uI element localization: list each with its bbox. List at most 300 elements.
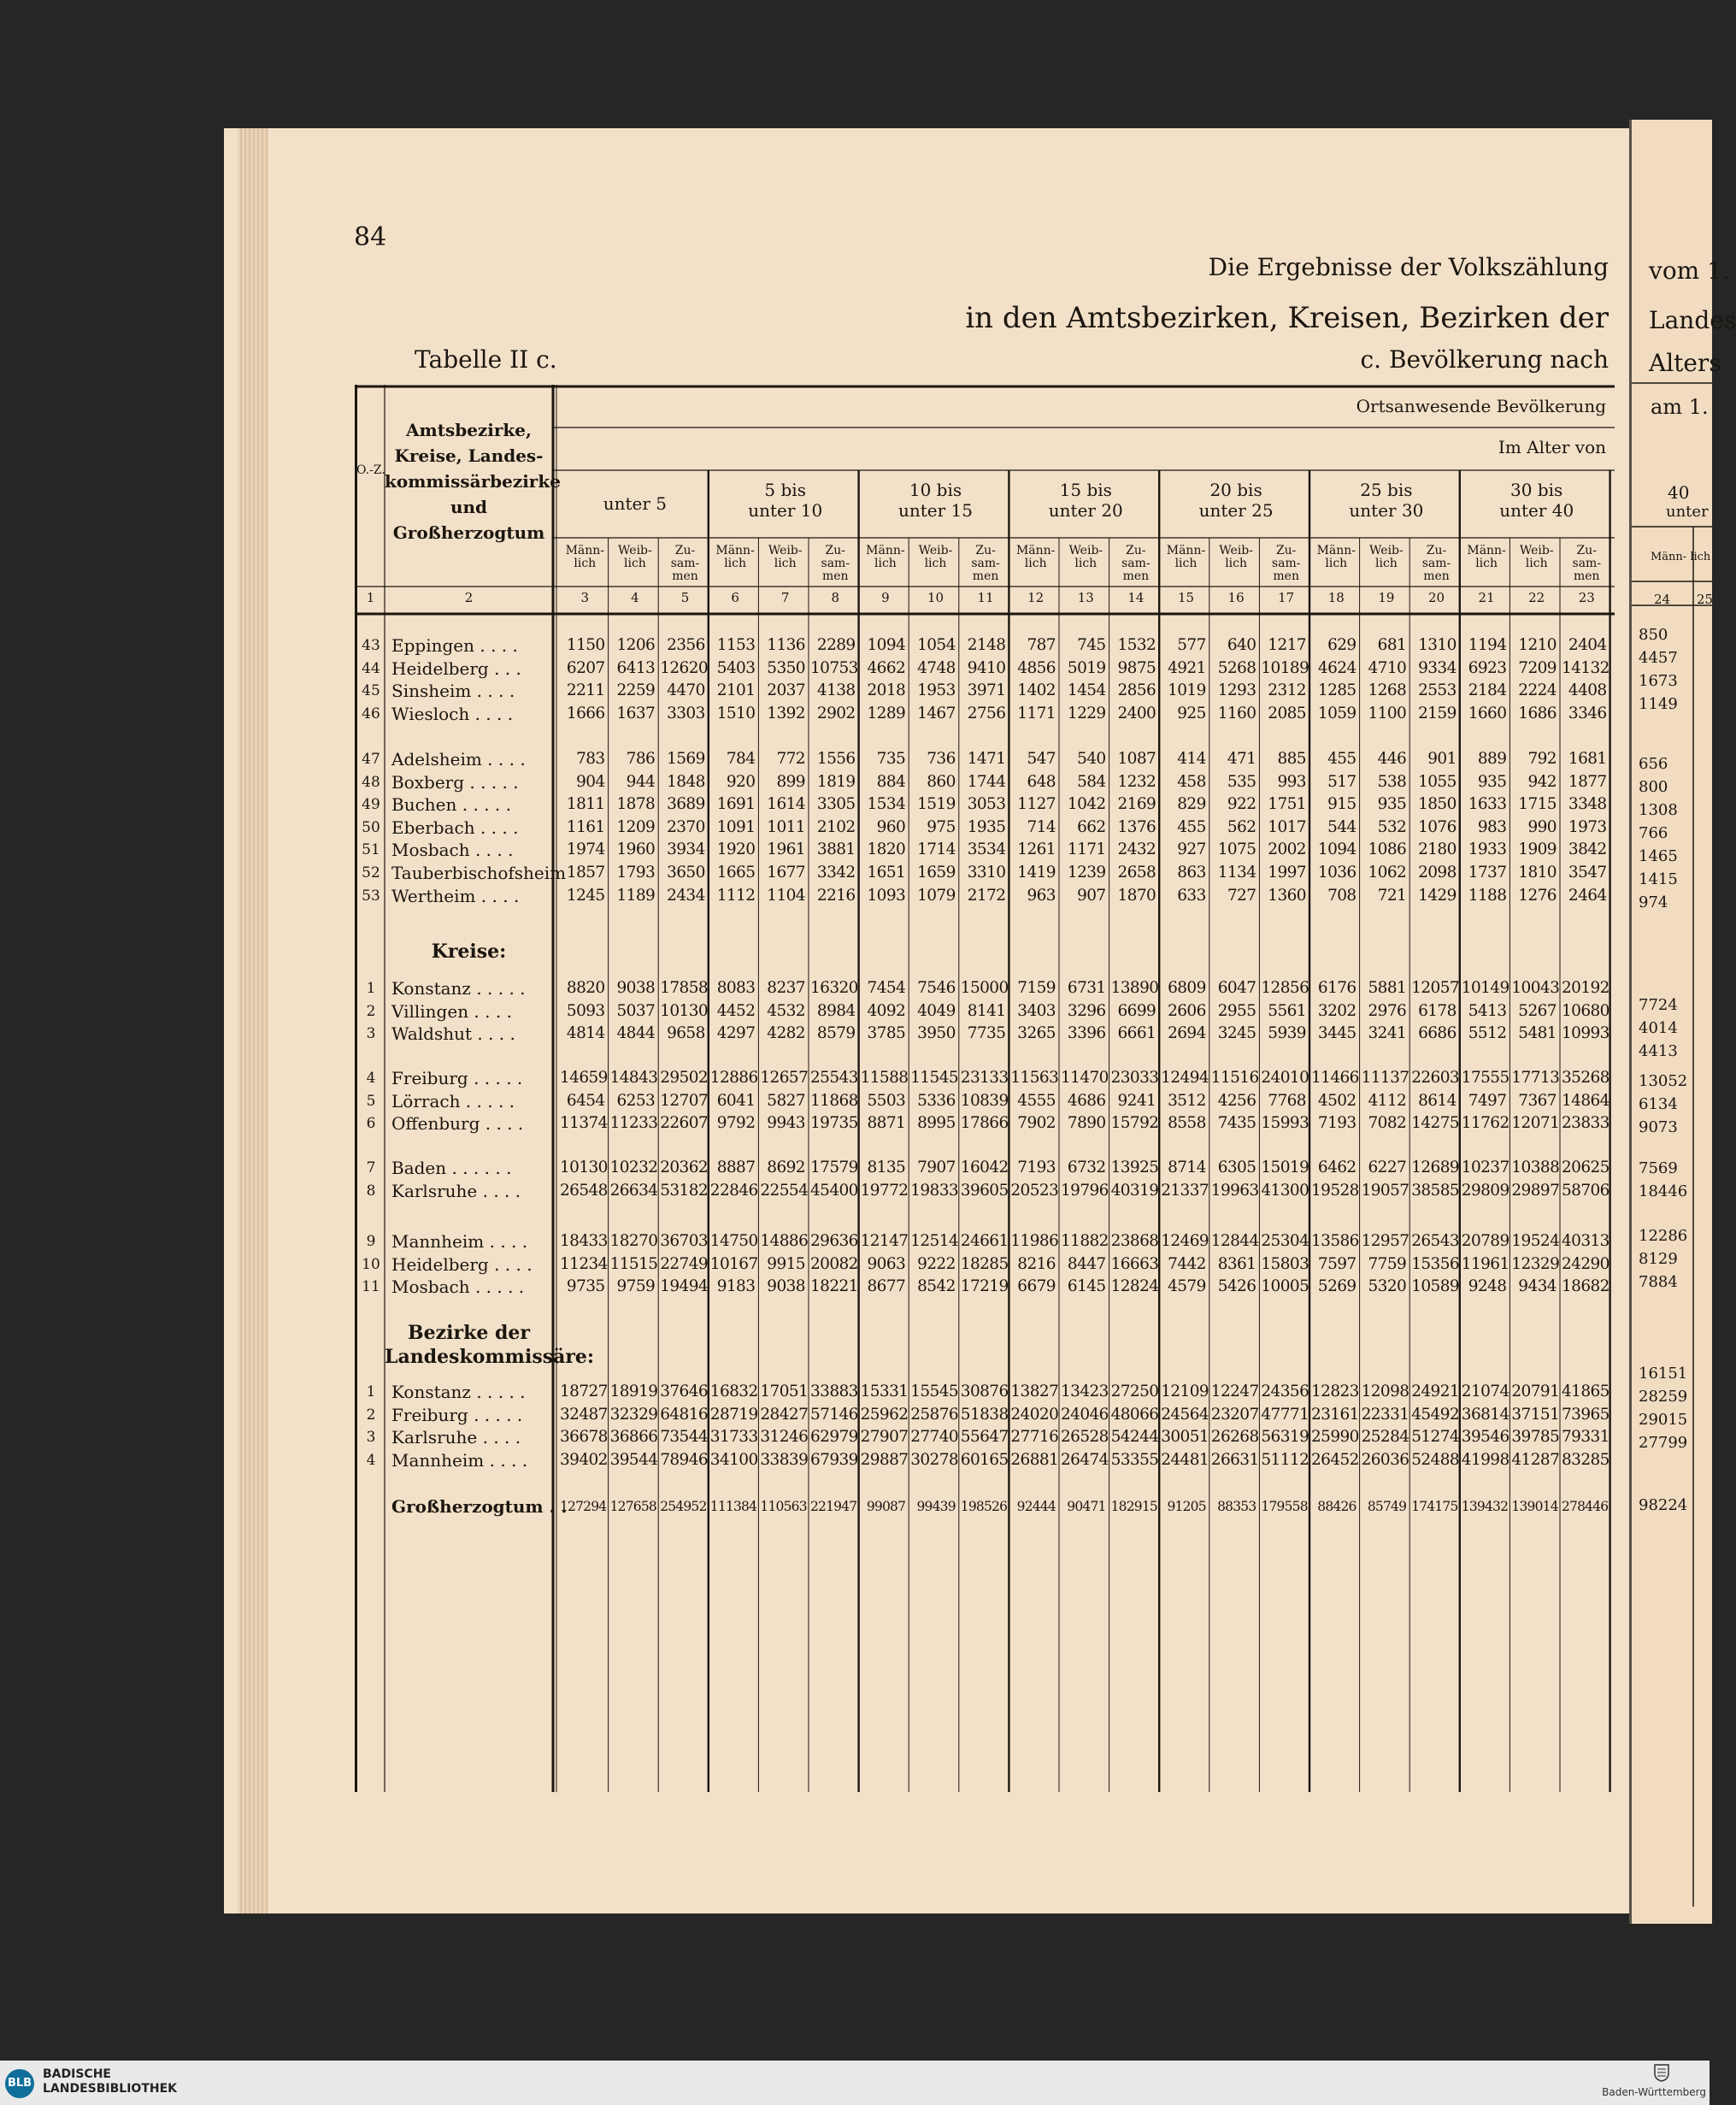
data-cell: 9334 — [1418, 658, 1456, 677]
facing-line3-fragment: Alters — [1649, 349, 1721, 377]
data-cell: 67939 — [810, 1450, 858, 1469]
data-cell: 11563 — [1010, 1069, 1059, 1087]
row-name: Karlsruhe . . . . — [391, 1180, 521, 1201]
data-cell: 562 — [1227, 817, 1256, 836]
data-cell: 6413 — [616, 658, 656, 677]
header-region-line: Großherzogtum — [392, 522, 545, 543]
data-cell: 662 — [1077, 817, 1106, 836]
data-cell: 15545 — [910, 1383, 959, 1400]
data-cell: 455 — [1327, 750, 1356, 768]
section-bezirke: Bezirke der — [408, 1322, 530, 1344]
data-cell: 1206 — [616, 636, 656, 654]
data-cell: 12689 — [1411, 1159, 1460, 1176]
data-cell: 681 — [1377, 636, 1407, 654]
data-cell: 5939 — [1268, 1024, 1306, 1043]
data-cell: 1810 — [1518, 864, 1557, 882]
data-cell: 25304 — [1261, 1232, 1309, 1250]
data-cell-total: 127294 — [560, 1499, 607, 1514]
header-age-group: unter 15 — [897, 500, 973, 521]
data-cell: 4814 — [566, 1024, 605, 1043]
data-cell: 9038 — [767, 1277, 805, 1296]
data-cell: 1974 — [566, 840, 605, 859]
data-cell: 24661 — [960, 1232, 1009, 1250]
header-sub: Männ- — [1316, 544, 1356, 557]
section-bezirke: Landeskommissäre: — [385, 1346, 595, 1368]
data-cell: 1820 — [867, 840, 906, 859]
row-name: Sinsheim . . . . — [391, 681, 515, 702]
data-cell: 26631 — [1210, 1450, 1259, 1469]
column-number: 21 — [1478, 590, 1495, 605]
data-cell: 786 — [626, 750, 656, 768]
data-cell: 6462 — [1317, 1159, 1356, 1176]
data-cell: 904 — [576, 772, 605, 791]
data-cell: 10388 — [1511, 1159, 1560, 1176]
data-cell: 9248 — [1468, 1277, 1507, 1296]
data-cell: 20791 — [1511, 1383, 1560, 1400]
data-cell: 15356 — [1411, 1254, 1460, 1273]
data-cell: 48066 — [1110, 1405, 1159, 1424]
data-cell: 1094 — [1317, 840, 1356, 859]
header-ortsanwesende: Ortsanwesende Bevölkerung — [1356, 396, 1606, 416]
data-cell: 19494 — [660, 1277, 709, 1296]
data-cell: 54244 — [1110, 1428, 1159, 1447]
header-sub: men — [1423, 569, 1450, 583]
data-cell: 10237 — [1461, 1159, 1509, 1176]
data-cell-total: 111384 — [709, 1499, 757, 1514]
data-cell: 12657 — [760, 1069, 809, 1087]
data-cell: 4555 — [1017, 1091, 1056, 1110]
data-cell: 2756 — [967, 704, 1006, 722]
header-sub: Weib- — [1519, 544, 1554, 557]
data-cell: 10589 — [1411, 1277, 1460, 1296]
data-cell: 1087 — [1117, 750, 1156, 768]
data-cell: 2434 — [667, 886, 705, 905]
data-cell: 14750 — [709, 1232, 758, 1250]
data-cell: 535 — [1227, 772, 1256, 791]
data-cell: 47771 — [1261, 1405, 1309, 1424]
data-cell: 12147 — [860, 1232, 909, 1250]
data-cell: 5827 — [767, 1091, 805, 1110]
data-cell: 8237 — [767, 979, 805, 997]
data-cell: 19524 — [1511, 1232, 1560, 1250]
data-cell: 942 — [1527, 772, 1557, 791]
data-cell: 517 — [1327, 772, 1356, 791]
row-index: 4 — [366, 1070, 376, 1087]
data-cell: 5413 — [1468, 1001, 1507, 1020]
data-cell: 19735 — [810, 1114, 858, 1133]
data-cell: 1471 — [967, 750, 1006, 768]
data-cell: 2211 — [566, 681, 605, 700]
data-cell: 12071 — [1511, 1114, 1560, 1133]
data-cell: 6207 — [566, 658, 605, 677]
data-cell: 36678 — [560, 1428, 608, 1447]
data-cell: 26543 — [1411, 1232, 1460, 1250]
row-total-name: Großherzogtum . . — [391, 1496, 568, 1517]
header-age-group: 20 bis — [1209, 480, 1262, 500]
data-cell-total: 88426 — [1317, 1499, 1356, 1514]
data-cell: 1877 — [1568, 772, 1607, 791]
header-age-group: 30 bis — [1510, 480, 1563, 500]
data-cell: 1909 — [1518, 840, 1557, 859]
data-cell: 1715 — [1518, 795, 1557, 814]
data-cell: 22846 — [709, 1181, 758, 1200]
data-cell: 1289 — [867, 704, 906, 722]
data-cell: 1293 — [1217, 681, 1256, 700]
data-cell: 863 — [1177, 864, 1206, 882]
column-number: 7 — [780, 590, 790, 605]
header-sub: Zu- — [1275, 544, 1297, 557]
data-cell: 79331 — [1562, 1428, 1609, 1447]
header-sub: sam- — [1421, 557, 1451, 570]
data-cell: 11516 — [1210, 1069, 1259, 1087]
data-cell: 78946 — [660, 1450, 709, 1469]
column-number: 18 — [1327, 590, 1345, 605]
data-cell: 1134 — [1217, 864, 1256, 882]
data-cell: 5881 — [1368, 979, 1407, 997]
data-cell: 5403 — [716, 658, 756, 677]
data-cell: 4579 — [1168, 1277, 1206, 1296]
data-cell: 6454 — [566, 1091, 605, 1110]
data-cell: 23133 — [960, 1069, 1009, 1087]
data-cell: 26634 — [609, 1181, 658, 1200]
row-index: 4 — [366, 1451, 376, 1469]
data-cell: 12886 — [709, 1069, 758, 1087]
data-cell: 899 — [776, 772, 805, 791]
data-cell: 5503 — [867, 1091, 906, 1110]
data-cell: 1062 — [1368, 864, 1407, 882]
facing-sub-fragment2: unter — [1666, 503, 1709, 521]
header-sub: lich — [1475, 557, 1498, 570]
data-cell: 1075 — [1217, 840, 1256, 859]
header-sub: men — [1122, 569, 1150, 583]
data-cell: 5320 — [1368, 1277, 1407, 1296]
row-name: Freiburg . . . . . — [391, 1068, 523, 1088]
data-cell: 5268 — [1217, 658, 1256, 677]
data-cell: 22607 — [660, 1114, 709, 1133]
data-cell: 41300 — [1261, 1181, 1309, 1200]
data-cell: 5426 — [1217, 1277, 1256, 1296]
row-name: Mannheim . . . . — [391, 1449, 528, 1471]
data-cell: 4092 — [867, 1001, 906, 1020]
data-cell: 25543 — [810, 1069, 858, 1087]
data-cell: 3971 — [967, 681, 1006, 700]
library-logo[interactable]: BLB — [5, 2069, 34, 2098]
data-cell: 32329 — [609, 1405, 658, 1424]
row-index: 10 — [362, 1255, 380, 1273]
data-cell-total: 91205 — [1167, 1499, 1206, 1514]
facing-data-cell: 12286 — [1639, 1227, 1688, 1245]
data-cell: 8447 — [1067, 1254, 1106, 1273]
data-cell: 7597 — [1317, 1254, 1356, 1273]
facing-data-cell: 4457 — [1639, 649, 1678, 667]
data-cell: 40319 — [1110, 1181, 1159, 1200]
data-cell: 11882 — [1061, 1232, 1109, 1250]
data-cell: 1429 — [1418, 886, 1456, 905]
data-cell: 458 — [1177, 772, 1206, 791]
data-cell: 736 — [927, 750, 956, 768]
data-cell: 3348 — [1568, 795, 1607, 814]
data-cell: 3342 — [816, 864, 856, 882]
data-cell-total: 221947 — [810, 1499, 857, 1514]
data-cell: 11545 — [910, 1069, 959, 1087]
header-sub: men — [822, 569, 849, 583]
data-cell: 5336 — [917, 1091, 956, 1110]
data-cell: 1091 — [716, 817, 756, 836]
data-cell: 4921 — [1168, 658, 1206, 677]
row-name: Villingen . . . . — [391, 1000, 512, 1022]
data-cell: 1136 — [767, 636, 805, 654]
library-name[interactable] — [43, 2067, 177, 2096]
facing-data-cell: 16151 — [1639, 1365, 1688, 1383]
data-cell: 14843 — [609, 1069, 658, 1087]
data-cell: 1161 — [566, 817, 605, 836]
header-region-line: kommissärbezirke — [385, 471, 561, 492]
data-cell: 24564 — [1161, 1405, 1209, 1424]
data-cell: 36703 — [660, 1232, 709, 1250]
facing-data-cell: 656 — [1639, 755, 1668, 773]
header-sub: lich — [1074, 557, 1098, 570]
data-cell: 3689 — [667, 795, 705, 814]
data-cell: 8542 — [917, 1277, 956, 1296]
header-oz: O.-Z. — [356, 463, 385, 477]
facing-data-cell: 766 — [1639, 824, 1668, 842]
data-cell: 7497 — [1468, 1091, 1507, 1110]
table-label: Tabelle II c. — [415, 345, 557, 374]
row-index: 5 — [366, 1092, 376, 1110]
data-cell: 3396 — [1067, 1024, 1106, 1043]
data-cell: 884 — [876, 772, 906, 791]
data-cell: 21337 — [1161, 1181, 1209, 1200]
header-sub: Zu- — [1576, 544, 1598, 557]
data-cell: 1532 — [1117, 636, 1156, 654]
header-age-group: unter 20 — [1048, 500, 1123, 521]
data-cell: 10130 — [660, 1001, 709, 1020]
data-cell-total: 179558 — [1261, 1499, 1308, 1514]
data-cell: 1569 — [667, 750, 705, 768]
title-line-1: Die Ergebnisse der Volkszählung — [1208, 253, 1609, 281]
data-cell: 51274 — [1411, 1428, 1460, 1447]
data-cell: 1276 — [1518, 886, 1557, 905]
column-number: 8 — [831, 590, 840, 605]
data-cell: 12823 — [1311, 1383, 1359, 1400]
data-cell: 4452 — [716, 1001, 756, 1020]
data-cell: 11762 — [1461, 1114, 1509, 1133]
data-cell: 6923 — [1468, 658, 1507, 677]
header-region-line: Amtsbezirke, — [406, 420, 532, 440]
data-cell: 640 — [1227, 636, 1256, 654]
data-cell-total: 254952 — [660, 1499, 707, 1514]
data-cell: 1686 — [1518, 704, 1557, 722]
facing-data-cell: 1673 — [1639, 672, 1678, 690]
data-cell: 1094 — [867, 636, 906, 654]
data-cell: 18433 — [560, 1232, 608, 1250]
data-cell: 446 — [1377, 750, 1407, 768]
data-cell: 1737 — [1468, 864, 1507, 882]
data-cell: 960 — [876, 817, 906, 836]
data-cell-total: 85749 — [1367, 1499, 1407, 1514]
data-cell: 455 — [1177, 817, 1206, 836]
data-cell: 1510 — [716, 704, 756, 722]
data-cell: 2658 — [1117, 864, 1156, 882]
data-cell: 5267 — [1518, 1001, 1557, 1020]
data-cell: 25284 — [1361, 1428, 1409, 1447]
header-sub: men — [672, 569, 698, 583]
facing-data-cell: 7884 — [1639, 1273, 1678, 1291]
row-index: 51 — [362, 841, 380, 859]
data-cell: 2464 — [1568, 886, 1607, 905]
data-cell: 45400 — [810, 1181, 858, 1200]
data-cell: 2224 — [1518, 681, 1557, 700]
data-cell: 6699 — [1117, 1001, 1156, 1020]
data-cell: 11374 — [560, 1114, 608, 1133]
data-cell: 944 — [626, 772, 656, 791]
data-cell: 1392 — [767, 704, 805, 722]
data-cell: 7546 — [917, 979, 956, 997]
row-index: 46 — [362, 705, 380, 722]
data-cell: 32487 — [560, 1405, 608, 1424]
data-cell: 727 — [1227, 886, 1256, 905]
facing-data-cell: 4413 — [1639, 1042, 1678, 1060]
data-cell: 2289 — [816, 636, 856, 654]
header-age-group: unter 30 — [1349, 500, 1424, 521]
partner-label: Baden-Württemberg — [1602, 2086, 1706, 2098]
data-cell: 9943 — [767, 1114, 805, 1133]
data-cell: 29887 — [860, 1450, 909, 1469]
row-index: 44 — [362, 659, 380, 677]
data-cell: 3303 — [667, 704, 705, 722]
data-cell: 1751 — [1268, 795, 1306, 814]
data-cell: 8579 — [816, 1024, 856, 1043]
data-cell: 2259 — [616, 681, 656, 700]
data-cell: 1933 — [1468, 840, 1507, 859]
data-cell: 10680 — [1562, 1001, 1609, 1020]
data-cell: 30278 — [910, 1450, 959, 1469]
data-cell: 36866 — [609, 1428, 658, 1447]
data-cell: 28427 — [760, 1405, 809, 1424]
data-cell: 13423 — [1061, 1383, 1109, 1400]
data-cell: 25990 — [1311, 1428, 1359, 1447]
data-cell: 471 — [1227, 750, 1256, 768]
data-cell: 3650 — [667, 864, 705, 882]
data-cell: 1454 — [1067, 681, 1106, 700]
data-cell-total: 90471 — [1067, 1499, 1106, 1514]
data-cell: 10753 — [810, 658, 858, 677]
data-cell: 1059 — [1317, 704, 1356, 722]
data-cell: 6145 — [1067, 1277, 1106, 1296]
facing-sub-fragment: 40 — [1668, 482, 1690, 503]
data-cell: 14275 — [1411, 1114, 1460, 1133]
data-cell: 6253 — [616, 1091, 656, 1110]
data-cell: 1217 — [1268, 636, 1306, 654]
row-name: Karlsruhe . . . . — [391, 1427, 521, 1448]
data-cell: 1127 — [1017, 795, 1056, 814]
column-number: 20 — [1427, 590, 1445, 605]
data-cell: 9410 — [967, 658, 1006, 677]
column-number: 23 — [1578, 590, 1595, 605]
data-cell: 8361 — [1217, 1254, 1256, 1273]
data-cell: 39546 — [1461, 1428, 1509, 1447]
facing-data-cell: 13052 — [1639, 1072, 1688, 1090]
data-cell: 1093 — [867, 886, 906, 905]
data-cell: 3785 — [867, 1024, 906, 1043]
data-cell: 1210 — [1518, 636, 1557, 654]
data-cell: 7454 — [867, 979, 906, 997]
data-cell: 1268 — [1368, 681, 1407, 700]
data-cell: 3445 — [1317, 1024, 1356, 1043]
header-sub: men — [1273, 569, 1299, 583]
data-cell: 1160 — [1217, 704, 1256, 722]
data-cell: 6047 — [1217, 979, 1256, 997]
data-cell: 3241 — [1368, 1024, 1407, 1043]
header-sub: sam- — [1572, 557, 1602, 570]
data-cell: 4297 — [716, 1024, 756, 1043]
row-index: 43 — [362, 637, 380, 654]
data-cell: 2400 — [1117, 704, 1156, 722]
header-sub: Zu- — [825, 544, 846, 557]
data-cell: 922 — [1227, 795, 1256, 814]
data-cell: 1878 — [616, 795, 656, 814]
data-cell: 1857 — [566, 864, 605, 882]
data-cell: 11986 — [1010, 1232, 1059, 1250]
data-cell: 1019 — [1168, 681, 1206, 700]
column-number: 14 — [1127, 590, 1145, 605]
data-cell: 7735 — [967, 1024, 1006, 1043]
data-cell-total: 139014 — [1511, 1499, 1558, 1514]
data-cell: 1660 — [1468, 704, 1507, 722]
data-cell: 2606 — [1168, 1001, 1206, 1020]
data-cell: 915 — [1327, 795, 1356, 814]
data-cell: 8135 — [867, 1159, 906, 1176]
column-number: 1 — [366, 590, 375, 605]
data-cell: 414 — [1177, 750, 1206, 768]
data-cell: 27250 — [1110, 1383, 1159, 1400]
data-cell: 19772 — [860, 1181, 909, 1200]
column-number: 4 — [631, 590, 639, 605]
data-cell: 15792 — [1110, 1114, 1159, 1133]
data-cell: 1054 — [917, 636, 956, 654]
data-cell: 4138 — [816, 681, 856, 700]
data-cell: 1360 — [1268, 886, 1306, 905]
data-cell: 56319 — [1261, 1428, 1309, 1447]
data-cell: 12957 — [1361, 1232, 1409, 1250]
data-cell: 6661 — [1117, 1024, 1156, 1043]
row-name: Lörrach . . . . . — [391, 1090, 515, 1111]
data-cell: 30876 — [960, 1383, 1009, 1400]
data-cell: 3310 — [967, 864, 1006, 882]
data-cell: 14132 — [1562, 658, 1609, 677]
data-cell: 13890 — [1110, 979, 1159, 997]
data-cell: 2085 — [1268, 704, 1306, 722]
data-cell: 4748 — [917, 658, 956, 677]
data-cell: 2216 — [816, 886, 856, 905]
data-cell: 9038 — [616, 979, 656, 997]
data-cell: 10043 — [1511, 979, 1560, 997]
page-edge — [238, 128, 268, 1913]
data-cell: 2955 — [1217, 1001, 1256, 1020]
data-cell: 1376 — [1117, 817, 1156, 836]
data-cell: 3202 — [1317, 1001, 1356, 1020]
data-cell: 1920 — [716, 840, 756, 859]
header-age-group: 5 bis — [764, 480, 806, 500]
header-sub: Zu- — [975, 544, 996, 557]
data-cell-total: 88353 — [1217, 1499, 1256, 1514]
data-cell: 8871 — [867, 1114, 906, 1133]
row-index: 1 — [366, 980, 376, 997]
data-cell: 1239 — [1067, 864, 1106, 882]
data-cell: 22749 — [660, 1254, 709, 1273]
data-cell: 1100 — [1368, 704, 1407, 722]
data-cell: 17555 — [1461, 1069, 1509, 1087]
